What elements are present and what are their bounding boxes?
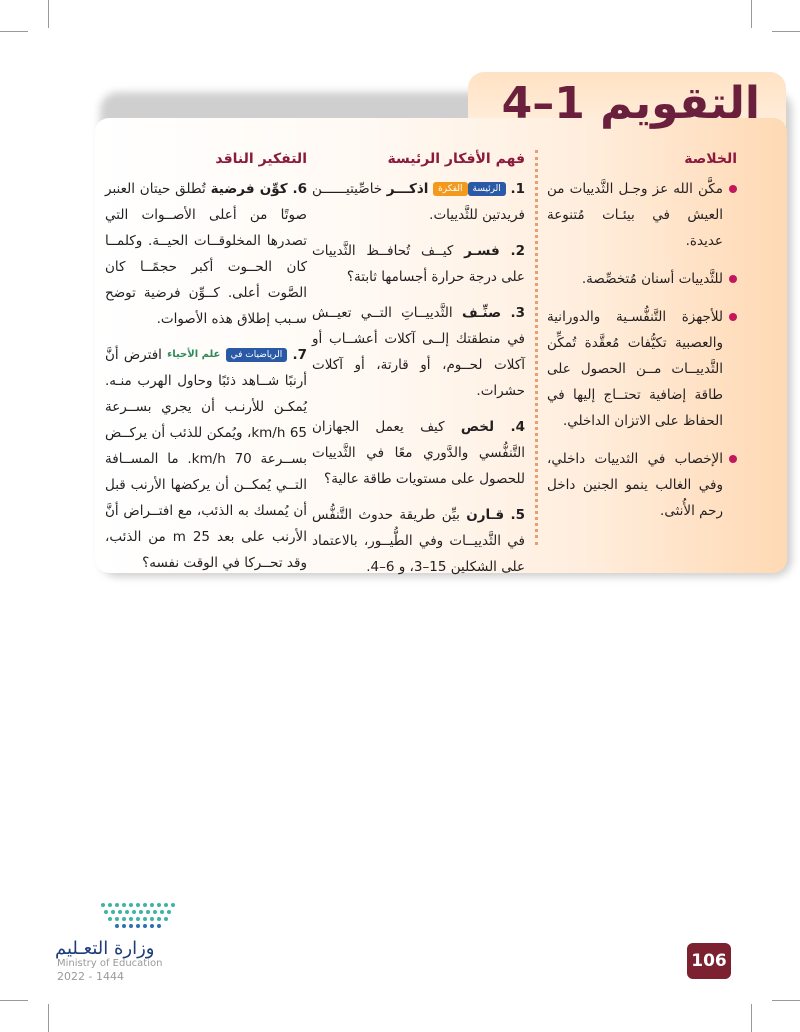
summary-heading: الخلاصة <box>684 151 737 167</box>
column-divider <box>535 150 538 545</box>
question-6: 6. كوِّن فرضية تُطلق حيتان العنبر صوتًا من أعلى الأصــوات التي تصدرها المخلوقــات الحيــة. وكلمــا كان الحــوت أكبر حجمًــا كان الصَّوت أعلى. كــوِّن فرضية توضح سـبب إطلاق هذه الأصوات. <box>105 181 308 327</box>
question-3: 3. صنِّـف الثَّدييــاتِ التــي تعيــش في منطقتك إلــى آكلات أعشــاب أو آكلات لحــوم، أو قارتة، أو آكلات حشرات. <box>312 305 525 399</box>
crop-mark <box>751 0 752 28</box>
ministry-name-arabic: وزارة التعـليم <box>55 938 155 959</box>
ministry-year: 2022 - 1444 <box>57 970 124 983</box>
main-ideas-heading: فهم الأفكار الرئيسة <box>387 151 525 167</box>
crop-mark <box>772 31 800 32</box>
bullet-icon <box>729 275 737 283</box>
main-ideas-column <box>312 146 525 590</box>
crop-mark <box>48 1004 49 1032</box>
summary-column <box>547 146 737 536</box>
bullet-icon <box>729 185 737 193</box>
math-badge: الرياضيات في <box>226 348 288 362</box>
summary-point: للأجهزة التَّنفُّسـية والدورانية والعصبية تكيُّفات مُعقَّدة تُمكِّن الثَّدييــات مــن الحصول على طاقة إضافية تحتــاج إليها في الحفاظ على الاتزان الداخلي. <box>547 304 737 434</box>
question-1: 1. الرئيسةالفكرة اذكـــر خاصِّيتيــــــن فريدتين للثَّدييات. <box>312 181 525 223</box>
biology-badge: علم الأحياء <box>167 349 221 360</box>
bullet-icon <box>729 455 737 463</box>
main-idea-badge-2: الفكرة <box>433 182 467 196</box>
crop-mark <box>751 1004 752 1032</box>
ministry-name-english: Ministry of Education <box>57 958 163 969</box>
page-number: 106 <box>687 943 731 979</box>
ministry-logo-icon <box>55 895 195 935</box>
crop-mark <box>0 31 28 32</box>
summary-point: الإخصاب في الثدييات داخلي، وفي الغالب ينمو الجنين داخل رحم الأُنثى. <box>547 446 737 524</box>
question-5: 5. قـارن بيِّن طريقة حدوث التَّنفُّس في الثَّدييــات وفي الطُّيــور، بالاعتماد على الشكلين 15–3، و 6–4. <box>312 507 525 575</box>
page-title: التقويم 1–4 <box>501 78 760 129</box>
crop-mark <box>48 0 49 28</box>
crop-mark <box>0 1000 28 1001</box>
question-2: 2. فسـر كيــف تُحافــظ الثَّدييات على درجة حرارة أجسامها ثابتة؟ <box>312 243 526 285</box>
summary-point: للثَّدييات أسنان مُتخصِّصة. <box>547 266 737 292</box>
question-4: 4. لخص كيف يعمل الجهازان التَّنفُّسي والدَّوري معًا في الثَّدييات للحصول على مستويات طاقة عالية؟ <box>312 419 525 487</box>
crop-mark <box>772 1000 800 1001</box>
critical-thinking-column <box>105 146 307 586</box>
question-7: 7. الرياضيات في علم الأحياء افترض أنَّ أرنبًا شــاهد ذئبًا وحاول الهرب منـه. يُمكـن للأرنـب أن يجري بســرعة 65 km/h، ويُمكن للذئب أن يركــض بســرعة 70 km/h. ما المســافة التــي يُمكــن أن يركضها الأرنب قبل أن يُمسك به الذئب، مع افتــراض أنَّ الأرنب على بعد 25 m من الذئب، وقد تحــركا في الوقت نفسه؟ <box>105 342 307 576</box>
summary-point: مكَّن الله عز وجـل الثَّدييات من العيش في بيئـات مُتنوعة عديدة. <box>547 176 737 254</box>
ministry-logo <box>55 895 195 995</box>
bullet-icon <box>729 313 737 321</box>
main-idea-badge: الرئيسة <box>468 182 506 196</box>
critical-heading: التفكير الناقد <box>215 151 307 167</box>
